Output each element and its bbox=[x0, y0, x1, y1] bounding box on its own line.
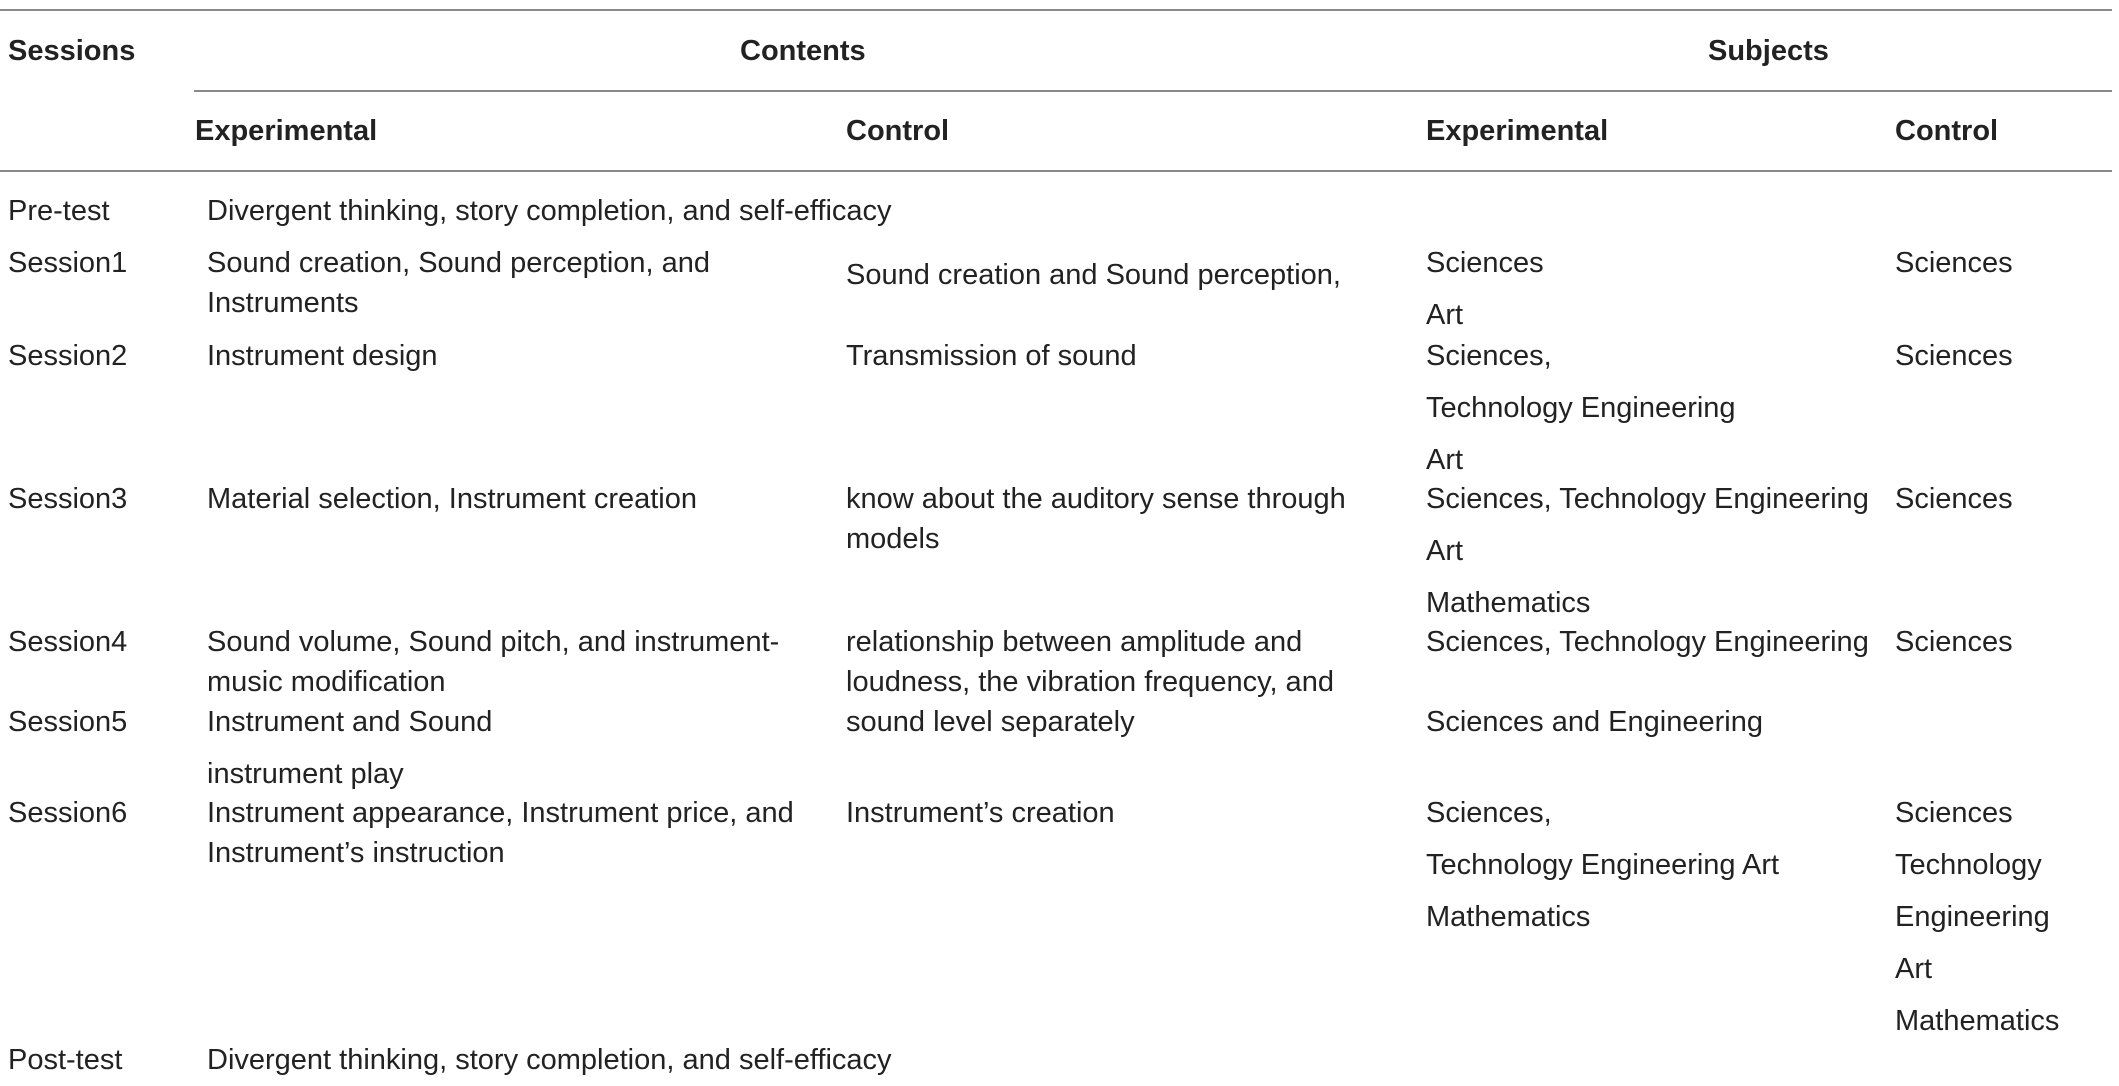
header-subjects-experimental: Experimental bbox=[1426, 115, 1609, 147]
s6-ctrl-subject-2: Technology bbox=[1895, 849, 2042, 881]
s4-ctrl-content-line2: loudness, the vibration frequency, and bbox=[846, 666, 1334, 698]
s4-ctrl-content-line3: sound level separately bbox=[846, 706, 1135, 738]
header-group-rule bbox=[194, 90, 2112, 92]
s6-exp-subject-2: Technology Engineering Art bbox=[1426, 849, 1780, 881]
s2-exp-subject-1: Sciences, bbox=[1426, 340, 1552, 372]
s3-exp-subject-1: Sciences, Technology Engineering bbox=[1426, 483, 1869, 515]
s2-exp-subject-2: Technology Engineering bbox=[1426, 392, 1736, 424]
s1-exp-content-line2: Instruments bbox=[207, 287, 359, 319]
s4-ctrl-subject-1: Sciences bbox=[1895, 626, 2013, 658]
s2-exp-content: Instrument design bbox=[207, 340, 438, 372]
s6-ctrl-subject-4: Art bbox=[1895, 953, 1933, 985]
s6-exp-subject-1: Sciences, bbox=[1426, 797, 1552, 829]
s3-exp-subject-2: Art bbox=[1426, 535, 1464, 567]
session-label-5: Session5 bbox=[8, 706, 128, 738]
header-contents: Contents bbox=[740, 35, 866, 67]
top-rule bbox=[0, 9, 2112, 11]
s4-exp-content-line1: Sound volume, Sound pitch, and instrument- bbox=[207, 626, 780, 658]
s2-ctrl-content: Transmission of sound bbox=[846, 340, 1137, 372]
s1-ctrl-content: Sound creation and Sound perception, bbox=[846, 259, 1341, 291]
session-label-pretest: Pre-test bbox=[8, 195, 110, 227]
s3-ctrl-content-line2: models bbox=[846, 523, 940, 555]
session-label-6: Session6 bbox=[8, 797, 128, 829]
header-contents-control: Control bbox=[846, 115, 950, 147]
header-bottom-rule bbox=[0, 170, 2112, 172]
s5-exp-content-line1: Instrument and Sound bbox=[207, 706, 493, 738]
s4-ctrl-content-line1: relationship between amplitude and bbox=[846, 626, 1303, 658]
header-subjects-control: Control bbox=[1895, 115, 1999, 147]
s5-exp-subject-1: Sciences and Engineering bbox=[1426, 706, 1763, 738]
s2-exp-subject-3: Art bbox=[1426, 444, 1464, 476]
s6-ctrl-content: Instrument’s creation bbox=[846, 797, 1115, 829]
pretest-content: Divergent thinking, story completion, and self-efficacy bbox=[207, 195, 892, 227]
s6-ctrl-subject-1: Sciences bbox=[1895, 797, 2013, 829]
header-contents-experimental: Experimental bbox=[195, 115, 378, 147]
header-sessions: Sessions bbox=[8, 35, 136, 67]
s1-exp-content-line1: Sound creation, Sound perception, and bbox=[207, 247, 711, 279]
s3-ctrl-content-line1: know about the auditory sense through bbox=[846, 483, 1346, 515]
s1-exp-subject-1: Sciences bbox=[1426, 247, 1544, 279]
s1-exp-subject-2: Art bbox=[1426, 299, 1464, 331]
s3-exp-subject-3: Mathematics bbox=[1426, 587, 1591, 619]
posttest-content: Divergent thinking, story completion, and self-efficacy bbox=[207, 1044, 892, 1076]
s6-exp-content-line1: Instrument appearance, Instrument price, and bbox=[207, 797, 794, 829]
s5-exp-content-line2: instrument play bbox=[207, 758, 404, 790]
s6-ctrl-subject-3: Engineering bbox=[1895, 901, 2050, 933]
s2-ctrl-subject-1: Sciences bbox=[1895, 340, 2013, 372]
s3-exp-content: Material selection, Instrument creation bbox=[207, 483, 697, 515]
s4-exp-subject-1: Sciences, Technology Engineering bbox=[1426, 626, 1869, 658]
session-label-4: Session4 bbox=[8, 626, 128, 658]
s3-ctrl-subject-1: Sciences bbox=[1895, 483, 2013, 515]
session-label-3: Session3 bbox=[8, 483, 128, 515]
session-label-posttest: Post-test bbox=[8, 1044, 123, 1076]
s6-exp-subject-3: Mathematics bbox=[1426, 901, 1591, 933]
s6-exp-content-line2: Instrument’s instruction bbox=[207, 837, 505, 869]
s1-ctrl-subject-1: Sciences bbox=[1895, 247, 2013, 279]
s4-exp-content-line2: music modification bbox=[207, 666, 446, 698]
header-subjects: Subjects bbox=[1708, 35, 1829, 67]
session-label-2: Session2 bbox=[8, 340, 128, 372]
s6-ctrl-subject-5: Mathematics bbox=[1895, 1005, 2060, 1037]
session-label-1: Session1 bbox=[8, 247, 128, 279]
